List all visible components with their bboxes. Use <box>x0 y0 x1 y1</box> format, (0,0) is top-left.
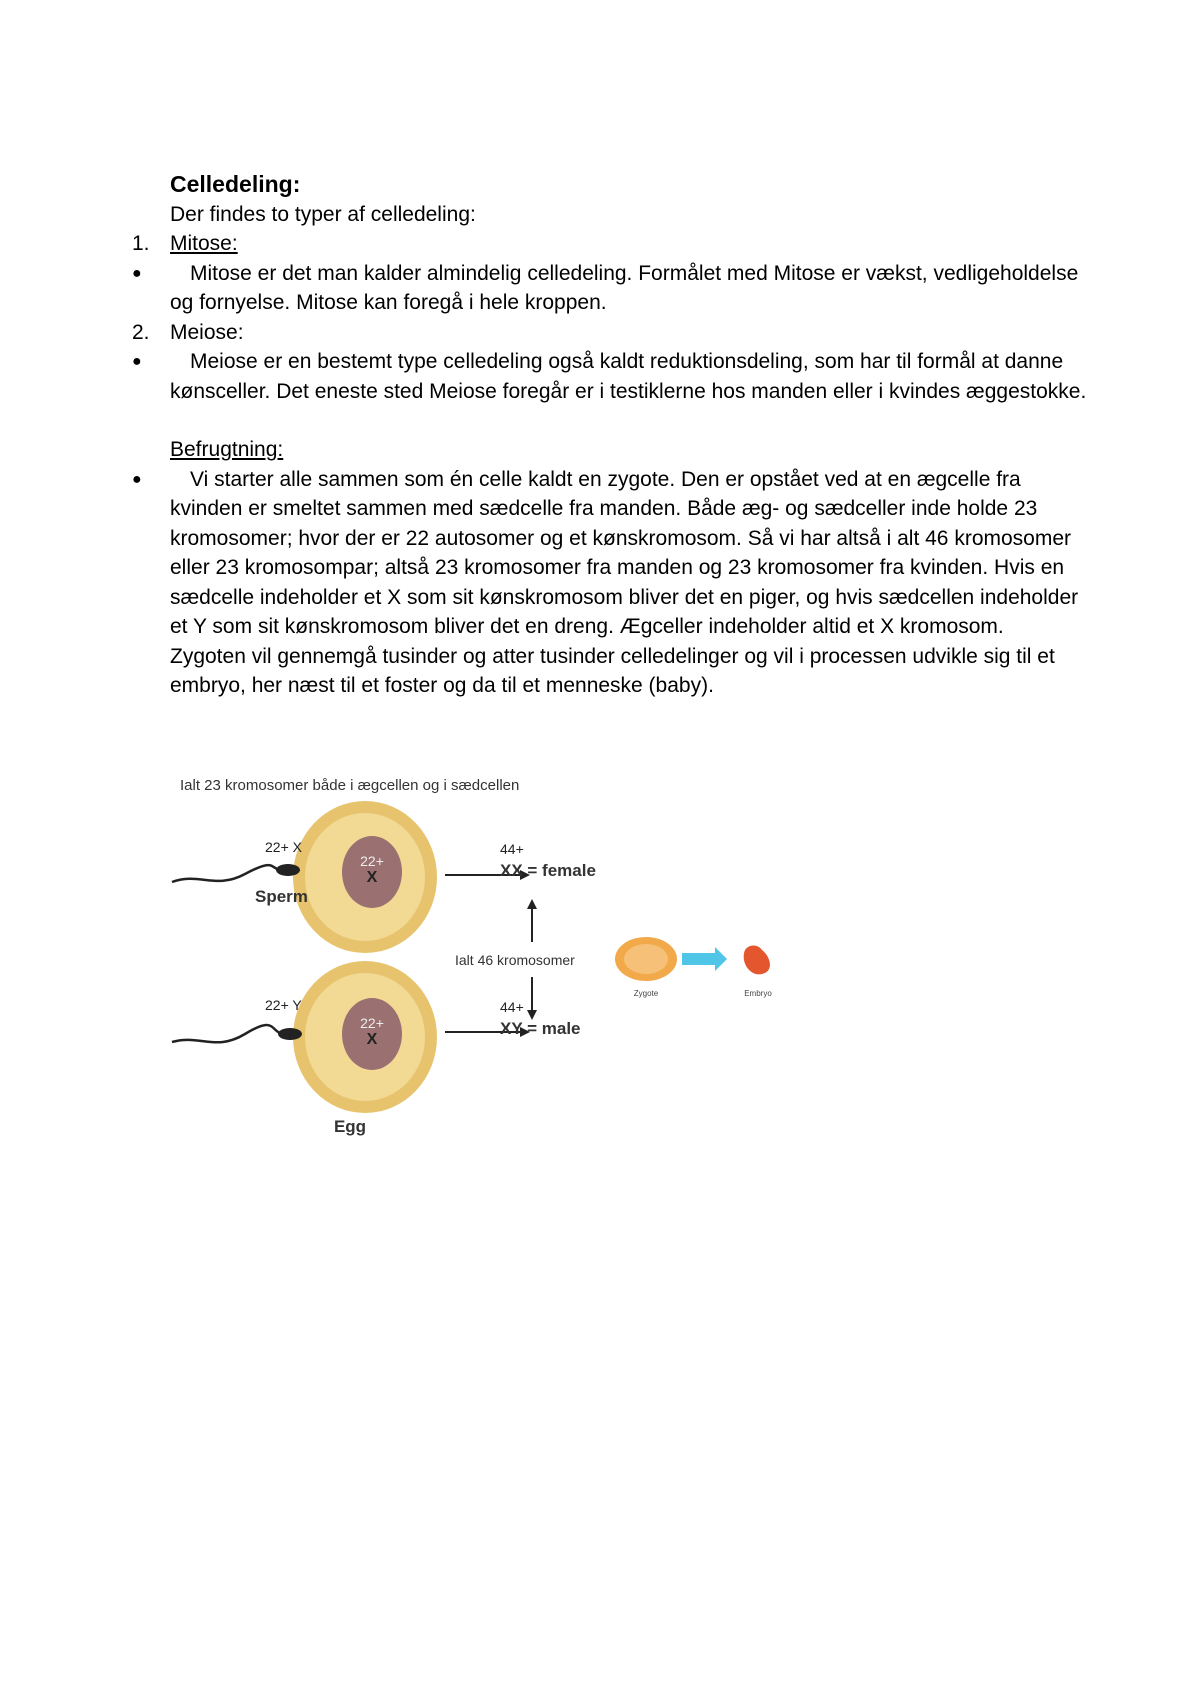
sperm-bottom-label: 22+ Y <box>265 997 302 1013</box>
nucleus-label: 22+ <box>360 853 384 869</box>
bullet-icon: ● <box>132 264 142 282</box>
nucleus-x: X <box>366 1031 378 1048</box>
meiose-title: Meiose: <box>170 320 244 344</box>
sperm-top-label: 22+ X <box>265 839 302 855</box>
sperm-label: Sperm <box>255 887 308 906</box>
arrow-up-icon <box>527 899 537 909</box>
list-item-meiose <box>0 318 1200 348</box>
arrow-right-icon <box>682 947 727 971</box>
sperm-tail-bottom <box>172 1025 282 1042</box>
mitose-title: Mitose: <box>170 232 238 255</box>
embryo-label: Embryo <box>744 989 772 998</box>
list-number: 1. <box>132 232 150 255</box>
nucleus-label: 22+ <box>360 1015 384 1031</box>
befrugtning-text: Vi starter alle sammen som én celle kaldt en zygote. Den er opstået ved at en ægcelle fra kvinden er smeltet sammen med sædcelle fra manden. Både æg- og sædceller inde holde 23 kromosomer; hvor der er 22 autosomer og et kønskromosom. Så vi har altså i alt 46 kromosomer eller 23 kromosompar; altså 23 kromosomer fra manden og 23 kromosomer fra kvinden. Hvis en sædcelle indeholder et X som sit kønskromosom bliver det en piger, og hvis sædcellen indeholder et Y som sit kønskromosom bliver det en dreng. Ægceller indeholder altid et X kromosom. <box>170 467 1079 638</box>
bullet-mitose <box>0 259 1200 318</box>
section-heading: Celledeling: <box>170 171 301 197</box>
female-result: XX = female <box>500 861 596 880</box>
center-label: Ialt 46 kromosomer <box>455 952 575 968</box>
sperm-head-bottom <box>278 1028 302 1040</box>
female-count: 44+ <box>500 841 524 857</box>
befrugtning-paragraph: Zygoten vil gennemgå tusinder og atter tusinder celledelinger og vil i processen udvikle sig til et embryo, her næst til et foster og da til et menneske (baby). <box>170 644 1055 697</box>
nucleus-x: X <box>366 869 378 886</box>
bullet-meiose <box>0 347 1200 406</box>
bullet-icon: ● <box>132 470 142 488</box>
list-item-mitose <box>0 229 1200 259</box>
text-content <box>0 170 1200 701</box>
befrugtning-title: Befrugtning: <box>170 438 284 461</box>
list-number: 2. <box>132 320 150 344</box>
fertilization-diagram <box>170 772 790 1152</box>
sperm-head-top <box>276 864 300 876</box>
sperm-tail-top <box>172 865 280 882</box>
egg-label: Egg <box>333 1117 367 1136</box>
bullet-befrugtning <box>0 465 1200 642</box>
male-result: XY = male <box>500 1019 581 1038</box>
meiose-text: Meiose er en bestemt type celledeling også kaldt reduktionsdeling, som har til formål at danne kønsceller. Det eneste sted Meiose foregår er i testiklerne hos manden eller i kvindes æggestokke. <box>170 350 1087 403</box>
zygote-label: Zygote <box>633 989 659 998</box>
bullet-icon: ● <box>132 353 142 370</box>
male-count: 44+ <box>500 999 524 1015</box>
mitose-text: Mitose er det man kalder almindelig celledeling. Formålet med Mitose er vækst, vedligeholdelse og fornyelse. Mitose kan foregå i hele kroppen. <box>170 261 1079 314</box>
embryo-image <box>744 946 770 975</box>
fertilization-figure <box>170 772 790 1152</box>
figure-caption: Ialt 23 kromosomer både i ægcellen og i sædcellen <box>180 777 520 794</box>
intro-text: Der findes to typer af celledeling: <box>170 202 476 226</box>
